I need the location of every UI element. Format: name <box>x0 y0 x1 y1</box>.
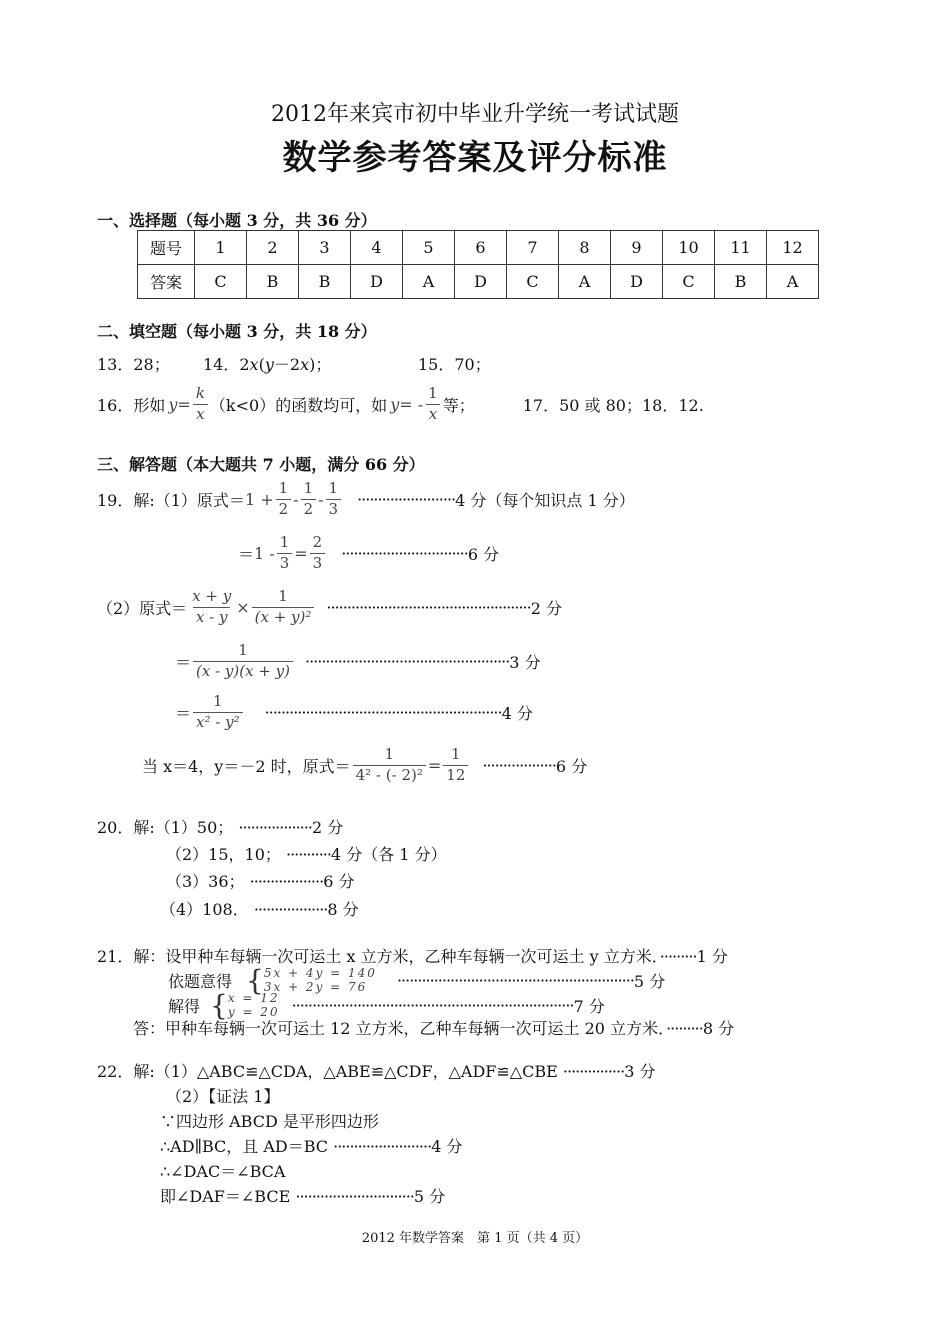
exam-title: 2012年来宾市初中毕业升学统一考试试题 <box>271 102 679 127</box>
q19-substitution: 当 x＝4，y＝－2 时，原式＝ $\frac{1}{\text{4² - (- 2)²}}$ = $\frac{1}{12}$ ·················· 6 分 <box>142 745 588 784</box>
answer-16: 16．形如 y = $\frac{k}{x}$ （k<0）的函数均可，如 y = - $\frac{1}{x}$ 等； 17．50 或 80；18．12. <box>97 384 704 423</box>
table-header-question: 题号 <box>138 231 195 265</box>
table-cell: 5 <box>403 231 455 265</box>
table-cell: 11 <box>715 231 767 265</box>
table-cell: A <box>403 265 455 299</box>
section1-heading: 一、选择题（每小题 3 分，共 36 分） <box>97 211 377 230</box>
answer-14: 14．2x(y－2x)； <box>203 355 332 374</box>
table-cell: D <box>455 265 507 299</box>
q21-line2: 依题意得 { 5x + 4y = 140 3x + 2y = 76 ·························································· 5 分 <box>168 964 666 997</box>
q22-line2: （2）【证法 1】 <box>166 1087 280 1106</box>
left-brace-icon: { <box>210 989 228 1022</box>
table-cell: B <box>247 265 299 299</box>
table-cell: 6 <box>455 231 507 265</box>
table-cell: 7 <box>507 231 559 265</box>
table-cell: C <box>195 265 247 299</box>
q20-line3: （3）36； ··················6 分 <box>166 872 355 891</box>
q22-line6: 即∠DAF＝∠BCE ·····························5 分 <box>160 1187 446 1206</box>
table-cell: C <box>507 265 559 299</box>
table-cell: C <box>663 265 715 299</box>
q21-line3: 解得 { x = 12 y = 20 ····································································· 7 分 <box>168 989 605 1022</box>
table-cell: 2 <box>247 231 299 265</box>
table-cell: 12 <box>767 231 819 265</box>
table-header-answer: 答案 <box>138 265 195 299</box>
table-cell: A <box>559 265 611 299</box>
table-cell: B <box>715 265 767 299</box>
q19-part2-step2: ＝ $\frac{1}{(x - y)(x + y)}$ ·················································· 3 分 <box>175 641 541 680</box>
table-cell: 1 <box>195 231 247 265</box>
q19-part2-step3: ＝ $\frac{1}{\text{x² - y²}}$ ·························································· 4 分 <box>175 692 533 731</box>
q19-step2: ＝ 1 - $\frac{1}{3}$ = $\frac{2}{3}$ ······························· 6 分 <box>238 533 500 572</box>
answer-key-title: 数学参考答案及评分标准 <box>282 138 668 178</box>
q20-line4: （4）108． ··················8 分 <box>160 900 359 919</box>
table-cell: A <box>767 265 819 299</box>
q19-step1: 19．解:（1）原式＝ 1 + $\frac{1}{2}$ - $\frac{1}{2}$ - $\frac{1}{3}$ ························ 4 分（每个知识点 1 分） <box>97 479 635 518</box>
q22-line1: 22．解:（1）△ABC≌△CDA，△ABE≌△CDF，△ADF≌△CBE ···············3 分 <box>97 1062 656 1081</box>
q21-line1: 21．解：设甲种车每辆一次可运土 x 立方米，乙种车每辆一次可运土 y 立方米．·········1 分 <box>97 947 728 966</box>
table-cell: 3 <box>299 231 351 265</box>
q20-line2: （2）15，10； ···········4 分（各 1 分） <box>166 845 447 864</box>
table-row-answers <box>138 265 819 299</box>
table-row-numbers <box>138 231 819 265</box>
table-cell: 9 <box>611 231 663 265</box>
answer-13: 13．28； <box>97 355 170 374</box>
table-cell: D <box>611 265 663 299</box>
q20-line1: 20．解:（1）50； ··················2 分 <box>97 818 344 837</box>
answer-table <box>137 230 819 299</box>
q22-line5: ∴∠DAC＝∠BCA <box>160 1162 286 1181</box>
left-brace-icon: { <box>246 964 264 997</box>
q19-part2-step1: （2）原式＝ $\frac{x + y}{x - y}$ × $\frac{1}{\text{(x + y)²}}$ ·················································· 2 分 <box>97 587 562 626</box>
page-footer: 2012 年数学答案 第 1 页（共 4 页） <box>361 1231 589 1246</box>
section3-heading: 三、解答题（本大题共 7 小题，满分 66 分） <box>97 455 425 474</box>
q22-line4: ∴AD∥BC，且 AD＝BC ························4 分 <box>160 1137 463 1156</box>
table-cell: 10 <box>663 231 715 265</box>
answer-15: 15．70； <box>418 355 491 374</box>
table-cell: 4 <box>351 231 403 265</box>
table-cell: B <box>299 265 351 299</box>
table-cell: 8 <box>559 231 611 265</box>
table-cell: D <box>351 265 403 299</box>
q22-line3: ∵四边形 ABCD 是平形四边形 <box>160 1112 379 1131</box>
q21-answer: 答：甲种车每辆一次可运土 12 立方米，乙种车每辆一次可运土 20 立方米．·········8 分 <box>133 1019 735 1038</box>
section2-heading: 二、填空题（每小题 3 分，共 18 分） <box>97 322 377 341</box>
